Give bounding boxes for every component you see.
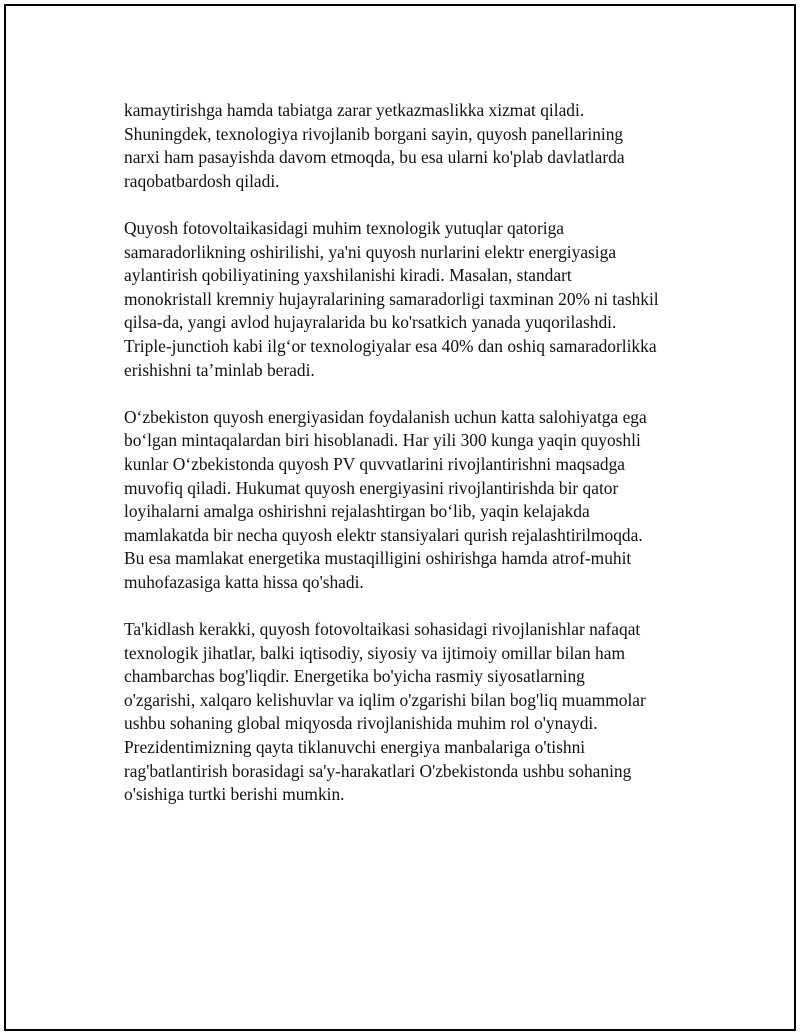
paragraph-4: Ta'kidlash kerakki, quyosh fotovoltaikasi sohasidagi rivojlanishlar nafaqat texnologik jihatlar, balki iqtisodiy, siyosiy va ijtimoiy omillar bilan ham chambarchas bog'liqdir. Energetika bo'yicha rasmiy siyosatlarning o'zgarishi, xalqaro kelishuvlar va iqlim o'zgarishi bilan bog'liq muammolar ushbu sohaning global miqyosda rivojlanishida muhim rol o'ynaydi. Prezidentimizning qayta tiklanuvchi energiya manbalariga o'tishni rag'batlantirish borasidagi sa'y-harakatlari O'zbekistonda ushbu sohaning o'sishiga turtki berishi mumkin. [124, 619, 646, 805]
paragraph-2: Quyosh fotovoltaikasidagi muhim texnologik yutuqlar qatoriga samaradorlikning oshirilishi, ya'ni quyosh nurlarini elektr energiyasiga aylantirish qobiliyatining yaxshilanishi kiradi. Masalan, standart monokristall kremniy hujayralarining samaradorligi taxminan 20% ni tashkil qilsa-da, yangi avlod hujayralarida bu ko'rsatkich yanada yuqorilashdi. Triple-junctioh kabi ilg‘or texnologiyalar esa 40% dan oshiq samaradorlikka erishishni ta’minlab beradi. [124, 217, 659, 380]
paragraph-1: kamaytirishga hamda tabiatga zarar yetkazmaslikka xizmat qiladi. Shuningdek, texnologiya rivojlanib borgani sayin, quyosh panellarining narxi ham pasayishda davom etmoqda, bu esa ularni ko'plab davlatlarda raqobatbardosh qiladi. [124, 100, 625, 191]
document-body [124, 99, 704, 830]
paragraph-3: O‘zbekiston quyosh energiyasidan foydalanish uchun katta salohiyatga ega bo‘lgan mintaqalardan biri hisoblanadi. Har yili 300 kunga yaqin quyoshli kunlar O‘zbekistonda quyosh PV quvvatlarini rivojlantirishni maqsadga muvofiq qiladi. Hukumat quyosh energiyasini rivojlantirishda bir qator loyihalarni amalga oshirishni rejalashtirgan bo‘lib, yaqin kelajakda mamlakatda bir necha quyosh elektr stansiyalari qurish rejalashtirilmoqda. Bu esa mamlakat energetika mustaqilligini oshirishga hamda atrof-muhit muhofazasiga katta hissa qo'shadi. [124, 406, 647, 592]
page-frame [4, 4, 796, 1031]
